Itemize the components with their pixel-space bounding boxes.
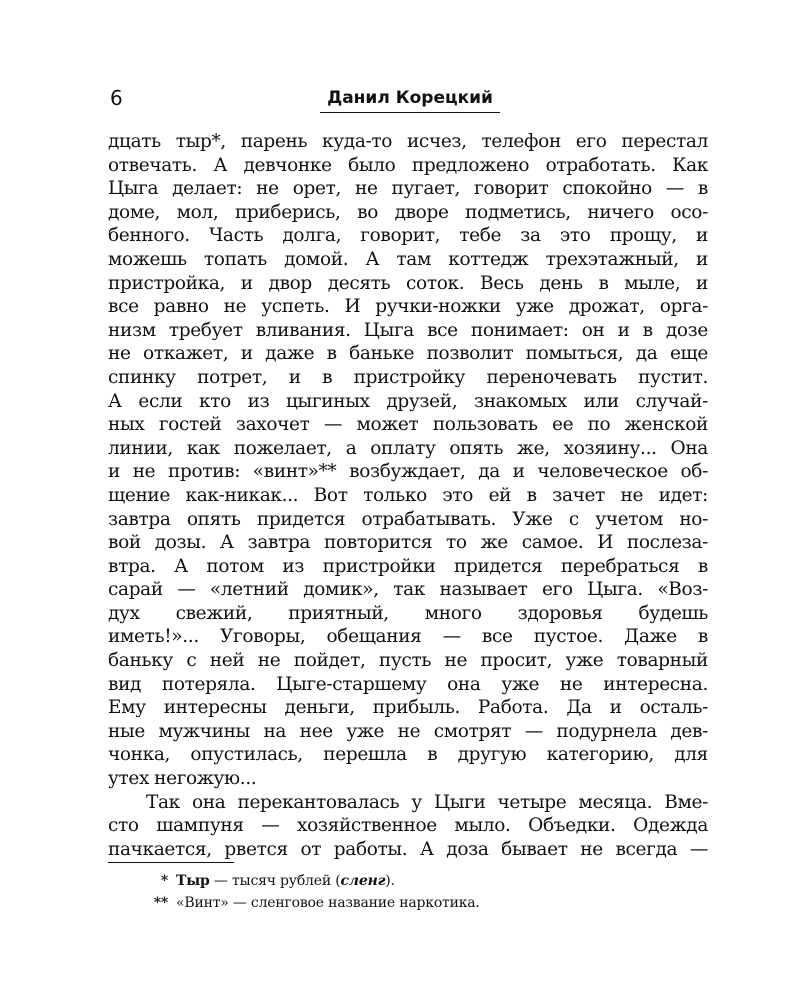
text-line: щение как-никак... Вот только это ей в зачет не идет:: [108, 484, 708, 506]
page-number: 6: [110, 86, 123, 110]
body-text: [108, 130, 708, 861]
text-line: все равно не успеть. И ручки-ножки уже дрожат, орга-: [108, 296, 708, 318]
text-line: иметь!»... Уговоры, обещания — все пустое. Даже в: [108, 626, 708, 648]
footnote-term: Тыр: [176, 873, 210, 889]
text-line: утех негожую...: [108, 768, 257, 790]
text-line: сто шампуня — хозяйственное мыло. Объедки. Одежда: [108, 815, 708, 837]
footnote-text-end: ).: [385, 873, 395, 889]
text-line: дух свежий, приятный, много здоровья будешь: [108, 602, 708, 624]
running-title: Данил Корецкий: [327, 88, 493, 108]
text-line: доме, мол, приберись, во дворе подметись, ничего осо-: [108, 201, 708, 223]
text-line: завтра опять придется отрабатывать. Уже с учетом но-: [108, 508, 708, 530]
header-rule: [320, 112, 500, 113]
text-line: линии, как пожелает, а оплату опять же, хозяину... Она: [108, 437, 708, 459]
text-line: можешь топать домой. А там коттедж трехэтажный, и: [108, 248, 708, 270]
text-line: баньку с ней не пойдет, пусть не просит, уже товарный: [108, 650, 708, 672]
text-line: вид потеряла. Цыге-старшему она уже не интересна.: [108, 673, 708, 695]
text-line: А если кто из цыгиных друзей, знакомых или случай-: [108, 390, 708, 412]
text-line: не откажет, и даже в баньке позволит помыться, да еще: [108, 343, 708, 365]
text-line: втра. А потом из пристройки придется перебраться в: [108, 555, 708, 577]
text-line: пачкается, рвется от работы. А доза бывает не всегда —: [108, 838, 708, 860]
text-line: вой дозы. А завтра повторится то же самое. И послеза-: [108, 532, 708, 554]
text-line: сарай — «летний домик», так называет его Цыга. «Воз-: [108, 579, 708, 601]
text-line: ных гостей захочет — может пользовать ее по женской: [108, 414, 708, 436]
text-line: спинку потрет, и в пристройку переночевать пустит.: [108, 366, 708, 388]
footnote: [108, 892, 708, 914]
text-line: низм требует вливания. Цыга все понимает: он и в дозе: [108, 319, 708, 341]
text-line: пристройка, и двор десять соток. Весь день в мыле, и: [108, 272, 708, 294]
footnote: [108, 870, 708, 892]
footnotes: [108, 870, 708, 914]
footnote-usage-note: сленг: [340, 873, 386, 889]
footnote-mark: *: [160, 873, 168, 889]
footnote-mark: **: [153, 895, 168, 911]
text-line: Цыга делает: не орет, не пугает, говорит спокойно — в: [108, 178, 708, 200]
text-line: и не против: «винт»** возбуждает, да и человеческое об-: [108, 461, 708, 483]
text-line: Ему интересны деньги, прибыль. Работа. Да и осталь-: [108, 697, 708, 719]
text-line: Так она перекантовалась у Цыги четыре месяца. Вме-: [146, 791, 708, 813]
footnote-rule: [108, 862, 234, 863]
text-line: чонка, опустилась, перешла в другую категорию, для: [108, 744, 708, 766]
text-line: отвечать. А девчонке было предложено отработать. Как: [108, 154, 708, 176]
text-line: ные мужчины на нее уже не смотрят — подурнела дев-: [108, 720, 708, 742]
text-line: дцать тыр*, парень куда-то исчез, телефон его перестал: [108, 131, 708, 152]
text-line: бенного. Часть долга, говорит, тебе за это прощу, и: [108, 225, 708, 247]
footnote-text: «Винт» — сленговое название наркотика.: [176, 895, 480, 911]
footnote-text: — тысяч рублей (: [209, 873, 341, 889]
